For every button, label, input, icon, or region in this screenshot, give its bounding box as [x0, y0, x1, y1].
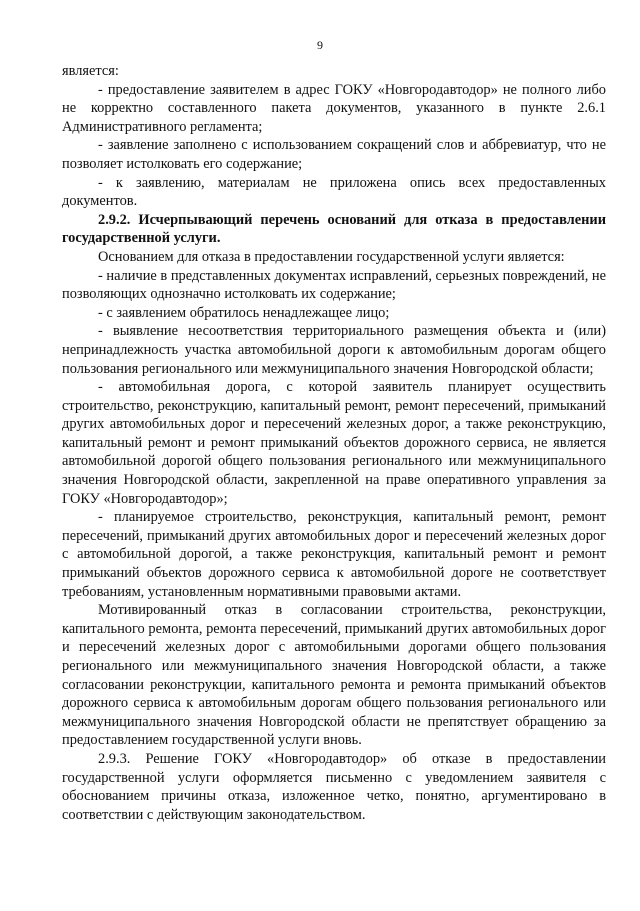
page-number: 9	[317, 38, 323, 52]
paragraph: 2.9.3. Решение ГОКУ «Новгородавтодор» об отказе в предоставлении государственной услуги оформляется письменно с уведомлением заявителя с обоснованием причины отказа, изложенное четко, понятно, аргументировано в соответствии с действующим законодательством.	[62, 750, 606, 823]
paragraph-intro: является:	[62, 63, 119, 79]
list-item: - автомобильная дорога, с которой заявитель планирует осуществить строительство, реконструкцию, капитальный ремонт, ремонт пересечений, примыканий других автомобильных дорог и пересечений железных дорог, а также реконструкцию, капитальный ремонт и ремонт примыканий объектов дорожного сервиса, не является автомобильной дорогой общего пользования регионального или межмуниципального значения Новгородской области, закрепленной на праве оперативного управления за ГОКУ «Новгородавтодор»;	[62, 379, 606, 507]
paragraph: Мотивированный отказ в согласовании строительства, реконструкции, капитального ремонта, ремонта пересечений, примыканий других автомобильных дорог и пересечений железных дорог с автомобильными дорогами общего пользования регионального или межмуниципального значения Новгородской области, а также согласовании реконструкции, капитального ремонта и ремонта примыканий объектов дорожного сервиса к автомобильным дорогам общего пользования регионального или межмуниципального значения Новгородской области не препятствует обращению за предоставлением государственной услуги вновь.	[62, 602, 606, 749]
list-item: - предоставление заявителем в адрес ГОКУ «Новгородавтодор» не полного либо не корректно составленного пакета документов, указанного в пункте 2.6.1 Административного регламента;	[62, 81, 606, 135]
list-item: - выявление несоответствия территориального размещения объекта и (или) непринадлежность участка автомобильной дороги к автомобильным дорогам общего пользования регионального или межмуниципального значения Новгородской области;	[62, 323, 606, 377]
list-item: - наличие в представленных документах исправлений, серьезных повреждений, не позволяющих однозначно истолковать их содержание;	[62, 267, 606, 303]
list-item: - к заявлению, материалам не приложена опись всех предоставленных документов.	[62, 174, 606, 210]
document-body	[62, 62, 606, 824]
section-heading: 2.9.2. Исчерпывающий перечень оснований для отказа в предоставлении государственной услуги.	[62, 211, 606, 247]
paragraph: Основанием для отказа в предоставлении государственной услуги является:	[98, 248, 565, 265]
list-item: - заявление заполнено с использованием сокращений слов и аббревиатур, что не позволяет истолковать его содержание;	[62, 137, 606, 172]
list-item: - с заявлением обратилось ненадлежащее лицо;	[98, 304, 390, 321]
list-item: - планируемое строительство, реконструкция, капитальный ремонт, ремонт пересечений, примыканий других автомобильных дорог и пересечений железных дорог с автомобильной дорогой, а также реконструкция, капитальный ремонт и ремонт примыканий объектов дорожного сервиса к автомобильной дороге не соответствует требованиям, установленным нормативными правовыми актами.	[62, 509, 606, 600]
